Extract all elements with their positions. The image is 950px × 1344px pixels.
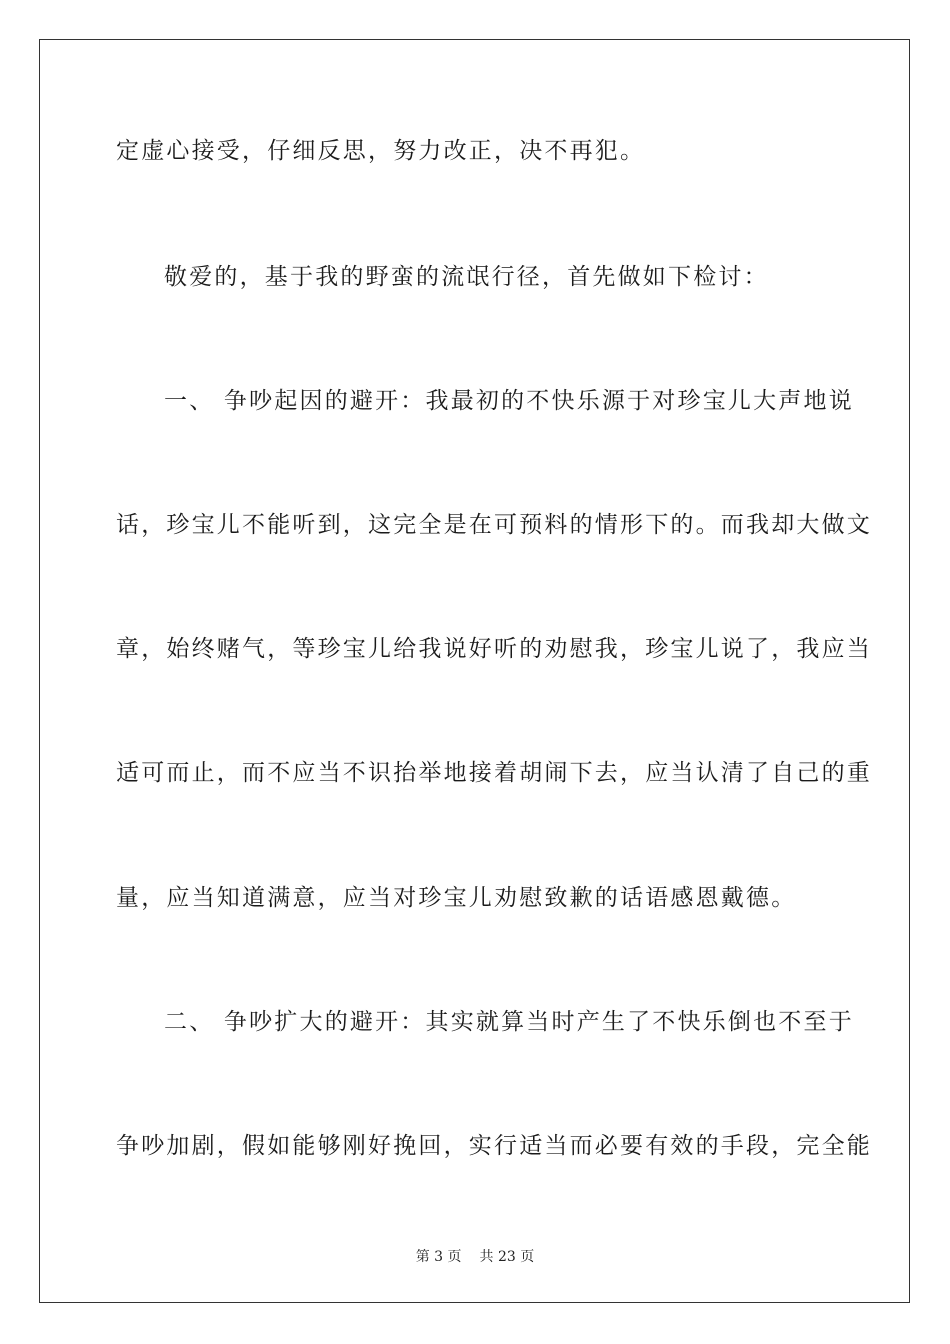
page-footer: [0, 1248, 950, 1266]
text-line-4: 话，珍宝儿不能听到，这完全是在可预料的情形下的。而我却大做文: [116, 512, 872, 538]
text-line-1: 定虚心接受，仔细反思，努力改正，决不再犯。: [116, 138, 646, 164]
text-line-6: 适可而止，而不应当不识抬举地接着胡闹下去，应当认清了自己的重: [116, 760, 872, 786]
total-pages: 共 23 页: [479, 1249, 535, 1265]
text-line-9: 争吵加剧，假如能够刚好挽回，实行适当而必要有效的手段，完全能: [116, 1133, 872, 1159]
paragraph-salutation: 敬爱的，基于我的野蛮的流氓行径，首先做如下检讨：: [164, 264, 769, 290]
text-line-7: 量，应当知道满意，应当对珍宝儿劝慰致歉的话语感恩戴德。: [116, 885, 797, 911]
section-one-heading-line: 一、 争吵起因的避开：我最初的不快乐源于对珍宝儿大声地说: [164, 388, 854, 414]
page-number: 第 3 页: [415, 1249, 462, 1265]
section-two-heading-line: 二、 争吵扩大的避开：其实就算当时产生了不快乐倒也不至于: [164, 1009, 854, 1035]
text-line-5: 章，始终赌气，等珍宝儿给我说好听的劝慰我，珍宝儿说了，我应当: [116, 636, 872, 662]
page-border: [39, 39, 910, 1303]
